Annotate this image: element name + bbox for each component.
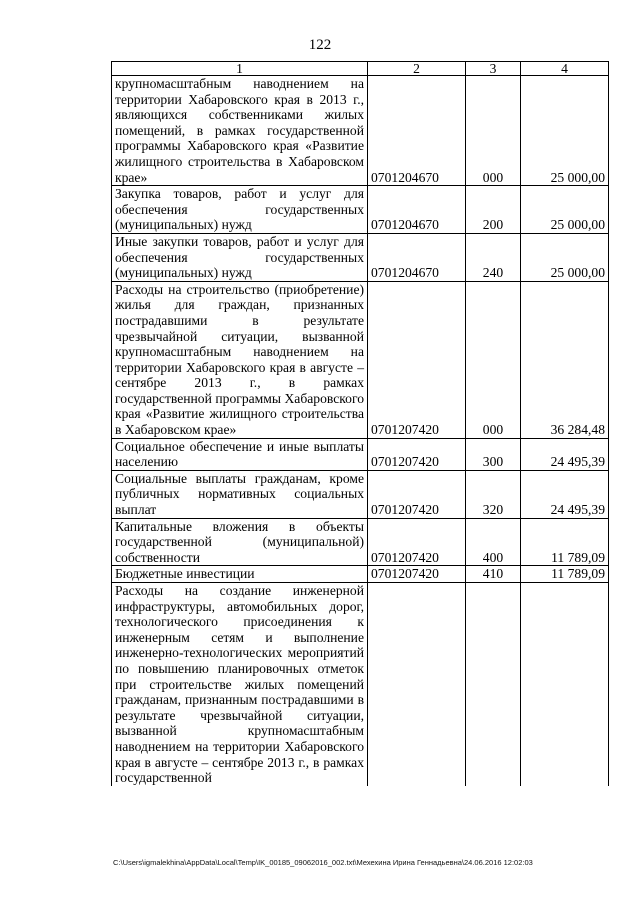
- header-col-3: 3: [466, 62, 521, 76]
- row-amount: 25 000,00: [521, 186, 609, 234]
- row-amount: 24 495,39: [521, 438, 609, 470]
- row-amount: 11 789,09: [521, 518, 609, 566]
- row-description: Социальные выплаты гражданам, кроме публичных нормативных социальных выплат: [112, 470, 368, 518]
- row-type: 240: [466, 233, 521, 281]
- row-code: 0701207420: [368, 281, 466, 438]
- row-code: 0701204670: [368, 186, 466, 234]
- row-code: 0701204670: [368, 76, 466, 186]
- row-type: 410: [466, 566, 521, 583]
- row-description: Расходы на строительство (приобретение) жилья для граждан, признанных пострадавшими в результате чрезвычайной ситуации, вызванной крупномасштабным наводнением на территории Хабаровского края в августе – сентябре 2013 г., в рамках государственной программы Хабаровского края «Развитие жилищного строительства в Хабаровском крае»: [112, 281, 368, 438]
- row-amount: 24 495,39: [521, 470, 609, 518]
- row-amount: 36 284,48: [521, 281, 609, 438]
- table-row: [112, 566, 609, 583]
- header-col-4: 4: [521, 62, 609, 76]
- table-header-row: [112, 62, 609, 76]
- file-path-footer: C:\Users\igmalekhina\AppData\Local\Temp\IK_00185_09062016_002.txt\Мехехина Ирина Геннадьевна\24.06.2016 12:02:03: [113, 858, 533, 867]
- row-description: Иные закупки товаров, работ и услуг для обеспечения государственных (муниципальных) нужд: [112, 233, 368, 281]
- row-amount: [521, 583, 609, 786]
- row-description: Расходы на создание инженерной инфраструктуры, автомобильных дорог, технологического присоединения к инженерным сетям и выполнение инженерно-технологических мероприятий по повышению планировочных отметок при строительстве жилых помещений гражданам, признанным пострадавшими в результате чрезвычайной ситуации, вызванной крупномасштабным наводнением на территории Хабаровского края в августе – сентябре 2013 г., в рамках государственной: [112, 583, 368, 786]
- header-col-2: 2: [368, 62, 466, 76]
- row-code: 0701207420: [368, 566, 466, 583]
- table-row: [112, 281, 609, 438]
- row-type: 000: [466, 76, 521, 186]
- row-type: [466, 583, 521, 786]
- row-type: 000: [466, 281, 521, 438]
- table-row: [112, 470, 609, 518]
- table-row: [112, 76, 609, 186]
- row-description: крупномасштабным наводнением на территории Хабаровского края в 2013 г., являющихся собственниками жилых помещений, в рамках государственной программы Хабаровского края «Развитие жилищного строительства в Хабаровском крае»: [112, 76, 368, 186]
- row-type: 320: [466, 470, 521, 518]
- page-number: 122: [308, 37, 332, 53]
- row-description: Капитальные вложения в объекты государственной (муниципальной) собственности: [112, 518, 368, 566]
- row-type: 200: [466, 186, 521, 234]
- row-amount: 25 000,00: [521, 76, 609, 186]
- row-amount: 25 000,00: [521, 233, 609, 281]
- row-code: [368, 583, 466, 786]
- header-col-1: 1: [112, 62, 368, 76]
- row-description: Бюджетные инвестиции: [112, 566, 368, 583]
- row-description: Социальное обеспечение и иные выплаты населению: [112, 438, 368, 470]
- table-row: [112, 518, 609, 566]
- row-code: 0701207420: [368, 518, 466, 566]
- budget-table: [111, 61, 609, 786]
- row-code: 0701204670: [368, 233, 466, 281]
- row-code: 0701207420: [368, 470, 466, 518]
- row-amount: 11 789,09: [521, 566, 609, 583]
- row-type: 400: [466, 518, 521, 566]
- row-description: Закупка товаров, работ и услуг для обеспечения государственных (муниципальных) нужд: [112, 186, 368, 234]
- table-row: [112, 233, 609, 281]
- table-row: [112, 186, 609, 234]
- table-row: [112, 583, 609, 786]
- row-type: 300: [466, 438, 521, 470]
- row-code: 0701207420: [368, 438, 466, 470]
- table-row: [112, 438, 609, 470]
